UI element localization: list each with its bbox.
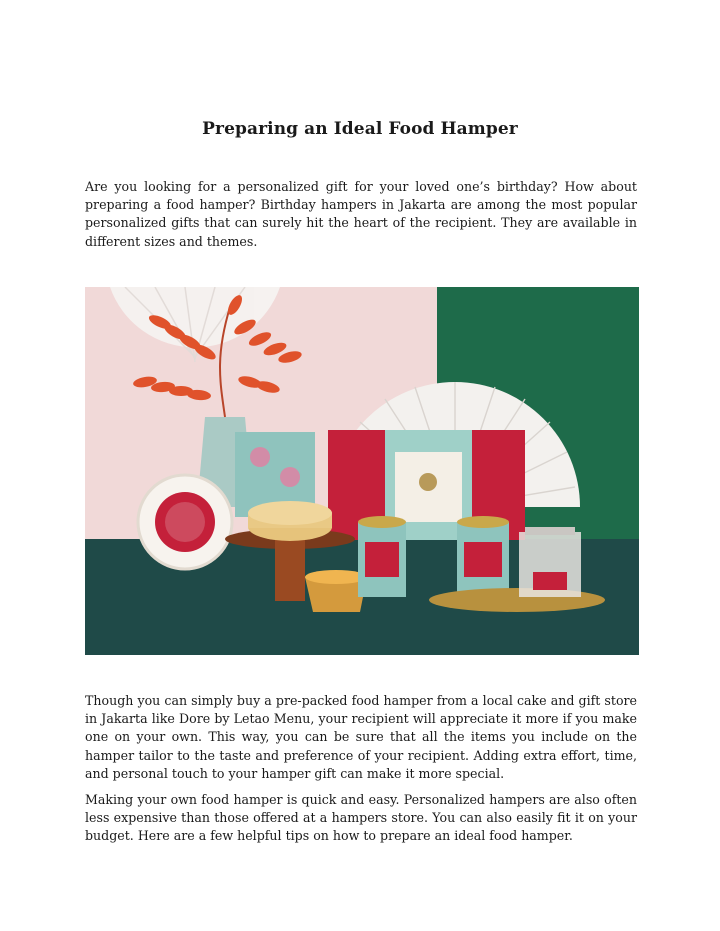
teal-tin-left bbox=[358, 516, 406, 597]
intro-paragraph: Are you looking for a personalized gift for your loved one’s birthday? How about preparing a food hamper? Birthday hampers in Jakarta are among the most popular personalized gifts that can surely hit the heart of the recipient. They are available in different sizes and themes. bbox=[85, 179, 637, 249]
glass-jar bbox=[519, 527, 581, 597]
teal-tin-right bbox=[457, 516, 509, 597]
body-paragraph-2: Making your own food hamper is quick and easy. Personalized hampers are also often less expensive than those offered at a hampers store. You can also easily fit it on your budget. Here are a few helpful tips on how to prepare an ideal food hamper. bbox=[85, 792, 637, 844]
page-title: Preparing an Ideal Food Hamper bbox=[202, 119, 518, 139]
hamper-photo bbox=[85, 287, 639, 655]
body-paragraph-1: Though you can simply buy a pre-packed food hamper from a local cake and gift store in Jakarta like Dore by Letao Menu, your recipient will appreciate it more if you make one on your own. This way, you can be sure that all the items you include on the hamper tailor to the taste and preference of your recipient. Adding extra effort, time, and personal touch to your hamper gift can make it more special. bbox=[85, 693, 637, 781]
